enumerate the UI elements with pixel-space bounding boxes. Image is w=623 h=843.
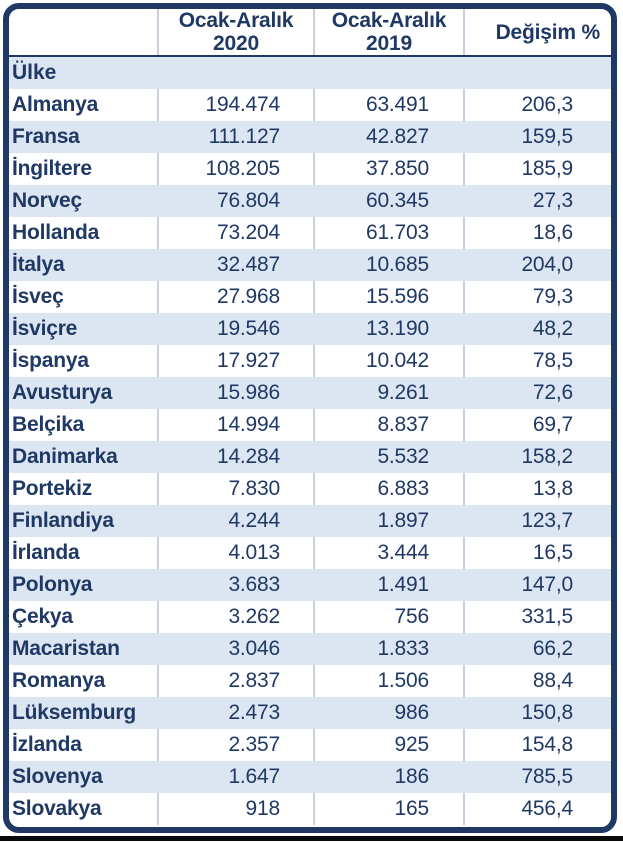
value-2020-cell: 32.487 bbox=[157, 249, 313, 281]
value-2020-cell: 14.284 bbox=[157, 441, 313, 473]
table-row bbox=[9, 121, 611, 153]
change-percent-cell: 123,7 bbox=[463, 505, 611, 537]
value-2019-cell: 165 bbox=[313, 793, 463, 825]
change-percent-cell: 78,5 bbox=[463, 345, 611, 377]
table-body bbox=[9, 89, 611, 825]
value-2020-cell: 73.204 bbox=[157, 217, 313, 249]
value-2020-cell: 3.046 bbox=[157, 633, 313, 665]
change-percent-cell: 13,8 bbox=[463, 473, 611, 505]
table-row bbox=[9, 729, 611, 761]
value-2019-cell: 10.685 bbox=[313, 249, 463, 281]
change-percent-cell: 204,0 bbox=[463, 249, 611, 281]
value-2020-cell: 108.205 bbox=[157, 153, 313, 185]
change-percent-cell: 331,5 bbox=[463, 601, 611, 633]
country-cell: İsviçre bbox=[12, 317, 78, 340]
value-2019-cell: 1.833 bbox=[313, 633, 463, 665]
change-percent-cell: 185,9 bbox=[463, 153, 611, 185]
value-2019-cell: 10.042 bbox=[313, 345, 463, 377]
change-percent-cell: 150,8 bbox=[463, 697, 611, 729]
country-cell: Avusturya bbox=[12, 381, 113, 404]
value-2019-cell: 1.897 bbox=[313, 505, 463, 537]
value-2020-cell: 194.474 bbox=[157, 89, 313, 121]
value-2019-cell: 15.596 bbox=[313, 281, 463, 313]
table-row bbox=[9, 249, 611, 281]
change-percent-cell: 785,5 bbox=[463, 761, 611, 793]
bottom-divider-bar bbox=[0, 836, 623, 841]
value-2019-cell: 756 bbox=[313, 601, 463, 633]
change-percent-cell: 66,2 bbox=[463, 633, 611, 665]
country-cell: İtalya bbox=[12, 253, 65, 276]
value-2019-cell: 8.837 bbox=[313, 409, 463, 441]
value-2020-cell: 2.473 bbox=[157, 697, 313, 729]
table-row bbox=[9, 569, 611, 601]
header-change-label: Değişim % bbox=[495, 20, 600, 44]
value-2020-cell: 3.262 bbox=[157, 601, 313, 633]
table-row bbox=[9, 761, 611, 793]
value-2020-cell: 1.647 bbox=[157, 761, 313, 793]
country-cell: İngiltere bbox=[12, 157, 92, 180]
table-row bbox=[9, 505, 611, 537]
value-2020-cell: 7.830 bbox=[157, 473, 313, 505]
header-2020-line2: 2020 bbox=[213, 32, 259, 55]
table-row bbox=[9, 185, 611, 217]
table-row bbox=[9, 409, 611, 441]
table-row bbox=[9, 793, 611, 825]
value-2020-cell: 14.994 bbox=[157, 409, 313, 441]
header-2020-line1: Ocak-Aralık bbox=[178, 9, 294, 32]
value-2020-cell: 111.127 bbox=[157, 121, 313, 153]
value-2019-cell: 6.883 bbox=[313, 473, 463, 505]
value-2019-cell: 1.491 bbox=[313, 569, 463, 601]
country-cell: Danimarka bbox=[12, 445, 118, 468]
country-cell: Romanya bbox=[12, 669, 106, 692]
table-row bbox=[9, 281, 611, 313]
table-row bbox=[9, 537, 611, 569]
table-row bbox=[9, 665, 611, 697]
value-2019-cell: 925 bbox=[313, 729, 463, 761]
value-2020-cell: 2.837 bbox=[157, 665, 313, 697]
table-row bbox=[9, 441, 611, 473]
change-percent-cell: 72,6 bbox=[463, 377, 611, 409]
header-2019-cell bbox=[313, 9, 463, 55]
country-cell: Lüksemburg bbox=[12, 701, 137, 724]
table-row bbox=[9, 697, 611, 729]
table-row bbox=[9, 153, 611, 185]
country-cell: Slovakya bbox=[12, 797, 102, 820]
change-percent-cell: 16,5 bbox=[463, 537, 611, 569]
value-2019-cell: 61.703 bbox=[313, 217, 463, 249]
group-row-ulke bbox=[9, 57, 611, 89]
table-row bbox=[9, 345, 611, 377]
header-2020-cell bbox=[157, 9, 313, 55]
value-2019-cell: 9.261 bbox=[313, 377, 463, 409]
country-cell: Finlandiya bbox=[12, 509, 114, 532]
country-cell: İsveç bbox=[12, 285, 64, 308]
change-percent-cell: 158,2 bbox=[463, 441, 611, 473]
group-row-label: Ülke bbox=[12, 61, 57, 84]
change-percent-cell: 18,6 bbox=[463, 217, 611, 249]
change-percent-cell: 69,7 bbox=[463, 409, 611, 441]
change-percent-cell: 27,3 bbox=[463, 185, 611, 217]
table-row bbox=[9, 633, 611, 665]
country-cell: Çekya bbox=[12, 605, 73, 628]
change-percent-cell: 456,4 bbox=[463, 793, 611, 825]
country-comparison-table bbox=[3, 3, 617, 833]
value-2020-cell: 15.986 bbox=[157, 377, 313, 409]
change-percent-cell: 154,8 bbox=[463, 729, 611, 761]
table-row bbox=[9, 601, 611, 633]
value-2019-cell: 186 bbox=[313, 761, 463, 793]
change-percent-cell: 159,5 bbox=[463, 121, 611, 153]
value-2019-cell: 13.190 bbox=[313, 313, 463, 345]
country-cell: İrlanda bbox=[12, 541, 80, 564]
country-cell: Hollanda bbox=[12, 221, 100, 244]
table-row bbox=[9, 313, 611, 345]
country-cell: Fransa bbox=[12, 125, 80, 148]
country-cell: Polonya bbox=[12, 573, 93, 596]
change-percent-cell: 206,3 bbox=[463, 89, 611, 121]
country-cell: Norveç bbox=[12, 189, 83, 212]
value-2020-cell: 19.546 bbox=[157, 313, 313, 345]
value-2019-cell: 3.444 bbox=[313, 537, 463, 569]
value-2019-cell: 60.345 bbox=[313, 185, 463, 217]
country-cell: Portekiz bbox=[12, 477, 93, 500]
value-2020-cell: 918 bbox=[157, 793, 313, 825]
country-cell: İspanya bbox=[12, 349, 89, 372]
value-2019-cell: 37.850 bbox=[313, 153, 463, 185]
header-change-cell bbox=[463, 9, 611, 55]
change-percent-cell: 79,3 bbox=[463, 281, 611, 313]
country-cell: Slovenya bbox=[12, 765, 103, 788]
table-row bbox=[9, 89, 611, 121]
value-2020-cell: 4.013 bbox=[157, 537, 313, 569]
value-2019-cell: 5.532 bbox=[313, 441, 463, 473]
country-cell: Almanya bbox=[12, 93, 99, 116]
table-row bbox=[9, 473, 611, 505]
value-2019-cell: 986 bbox=[313, 697, 463, 729]
value-2019-cell: 1.506 bbox=[313, 665, 463, 697]
header-2019-line1: Ocak-Aralık bbox=[331, 9, 447, 32]
country-cell: Belçika bbox=[12, 413, 85, 436]
value-2019-cell: 42.827 bbox=[313, 121, 463, 153]
value-2020-cell: 27.968 bbox=[157, 281, 313, 313]
header-country-cell bbox=[9, 9, 157, 55]
change-percent-cell: 147,0 bbox=[463, 569, 611, 601]
table-header-row bbox=[9, 9, 611, 57]
value-2020-cell: 3.683 bbox=[157, 569, 313, 601]
value-2020-cell: 17.927 bbox=[157, 345, 313, 377]
change-percent-cell: 48,2 bbox=[463, 313, 611, 345]
table-row bbox=[9, 217, 611, 249]
change-percent-cell: 88,4 bbox=[463, 665, 611, 697]
table-row bbox=[9, 377, 611, 409]
country-cell: İzlanda bbox=[12, 733, 82, 756]
value-2020-cell: 76.804 bbox=[157, 185, 313, 217]
country-cell: Macaristan bbox=[12, 637, 120, 660]
header-2019-line2: 2019 bbox=[366, 32, 412, 55]
value-2020-cell: 2.357 bbox=[157, 729, 313, 761]
value-2019-cell: 63.491 bbox=[313, 89, 463, 121]
value-2020-cell: 4.244 bbox=[157, 505, 313, 537]
